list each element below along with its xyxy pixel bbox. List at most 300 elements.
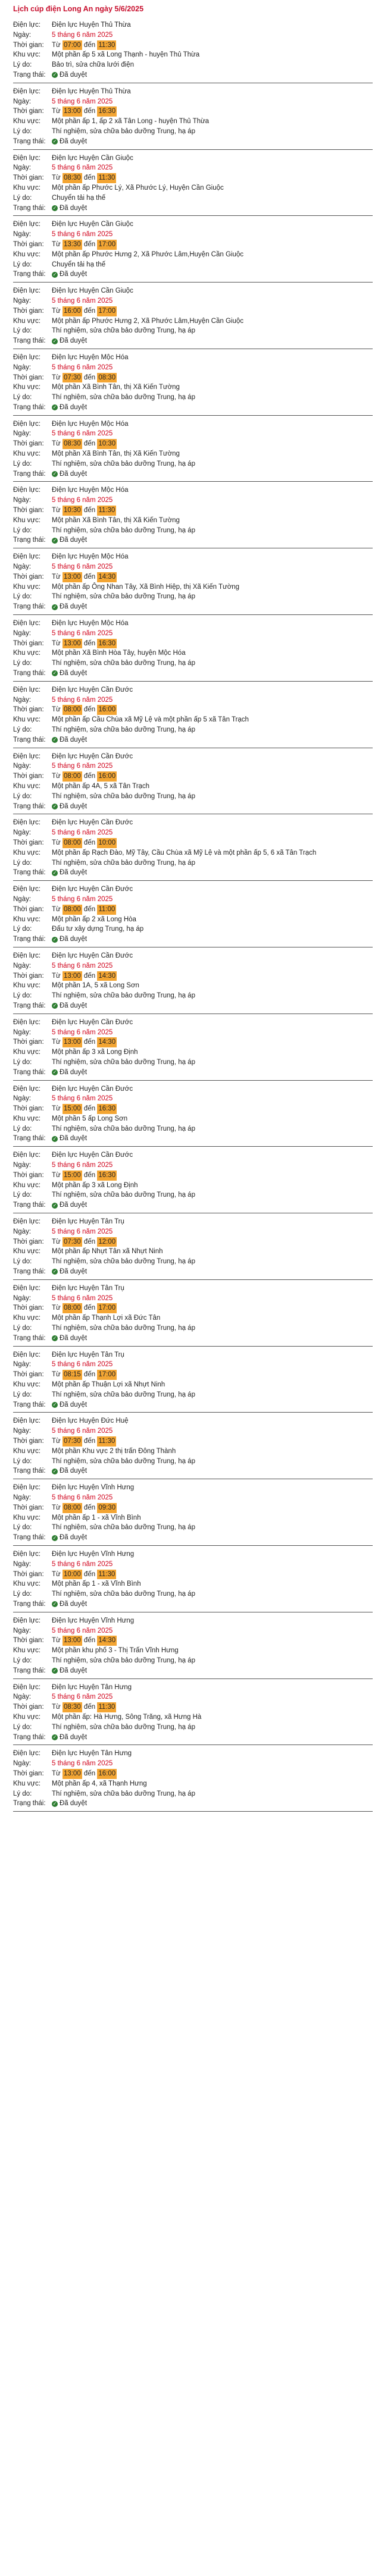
outage-date: 5 tháng 6 năm 2025	[52, 1427, 113, 1435]
electricity-branch: Điện lực Huyện Tân Trụ	[52, 1218, 124, 1226]
status-text: Đã duyệt	[60, 1135, 88, 1143]
record-row	[13, 449, 373, 459]
record-row	[13, 1257, 373, 1267]
field-label: Khu vực:	[13, 450, 41, 458]
field-label: Thời gian:	[13, 1371, 44, 1379]
record-row	[13, 1560, 373, 1570]
status-text: Đã duyệt	[60, 403, 88, 411]
record-row	[13, 1789, 373, 1799]
check-circle-icon: ✓	[52, 471, 57, 477]
record-row	[13, 250, 373, 260]
record-row	[13, 1599, 373, 1609]
field-label: Thời gian:	[13, 706, 44, 714]
outage-reason: Thí nghiệm, sửa chữa bảo dưỡng Trung, hạ áp	[52, 1325, 195, 1332]
record-row	[13, 685, 373, 695]
field-label: Thời gian:	[13, 174, 44, 182]
record-row	[13, 725, 373, 735]
outage-reason: Thí nghiệm, sửa chữa bảo dưỡng Trung, hạ áp	[52, 394, 195, 401]
field-label: Trạng thái:	[13, 670, 46, 677]
record-row	[13, 934, 373, 945]
outage-date: 5 tháng 6 năm 2025	[52, 497, 113, 504]
check-circle-icon: ✓	[52, 1202, 57, 1208]
field-label: Điện lực:	[13, 1550, 41, 1558]
record-row	[13, 1579, 373, 1589]
check-circle-icon: ✓	[52, 1668, 57, 1674]
record-row	[13, 1380, 373, 1390]
field-label: Điện lực:	[13, 420, 41, 428]
field-label: Thời gian:	[13, 773, 44, 780]
start-time: 07:30	[63, 373, 82, 383]
record-row	[13, 97, 373, 107]
electricity-branch: Điện lực Huyện Thủ Thừa	[52, 87, 131, 95]
to-label: đến	[83, 174, 96, 182]
end-time: 17:00	[97, 1370, 117, 1380]
field-label: Trạng thái:	[13, 1733, 46, 1741]
field-label: Trạng thái:	[13, 470, 46, 478]
record-row	[13, 240, 373, 250]
record-row	[13, 516, 373, 526]
to-label: đến	[83, 374, 96, 381]
field-label: Lý do:	[13, 1258, 32, 1266]
record-row	[13, 1549, 373, 1560]
field-label: Trạng thái:	[13, 71, 46, 79]
end-time: 11:00	[97, 905, 116, 915]
from-label: Từ	[52, 374, 61, 381]
outage-record	[13, 1280, 373, 1347]
record-row	[13, 203, 373, 214]
status-text: Đã duyệt	[60, 271, 88, 278]
outage-reason: Thí nghiệm, sửa chữa bảo dưỡng Trung, hạ áp	[52, 1191, 195, 1199]
end-time: 10:00	[97, 838, 117, 848]
outage-date: 5 tháng 6 năm 2025	[52, 164, 113, 172]
status-text: Đã duyệt	[60, 1068, 88, 1076]
field-label: Lý do:	[13, 394, 32, 401]
outage-reason: Thí nghiệm, sửa chữa bảo dưỡng Trung, hạ áp	[52, 992, 195, 1000]
check-circle-icon: ✓	[52, 1003, 57, 1009]
record-row	[13, 1416, 373, 1426]
outage-record	[13, 1679, 373, 1746]
field-label: Thời gian:	[13, 1038, 44, 1046]
field-label: Ngày:	[13, 1028, 32, 1036]
outage-record	[13, 1612, 373, 1679]
status-text: Đã duyệt	[60, 603, 88, 611]
to-label: đến	[83, 1504, 96, 1511]
field-label: Trạng thái:	[13, 1800, 46, 1808]
status-text: Đã duyệt	[60, 936, 88, 943]
record-row	[13, 1749, 373, 1759]
record-row	[13, 1160, 373, 1171]
start-time: 08:15	[63, 1370, 82, 1380]
start-time: 15:00	[63, 1171, 82, 1181]
electricity-branch: Điện lực Huyện Cần Đước	[52, 686, 133, 694]
field-label: Lý do:	[13, 1325, 32, 1332]
outage-reason: Bảo trì, sửa chữa lưới điện	[52, 61, 135, 69]
record-row	[13, 629, 373, 639]
field-label: Ngày:	[13, 696, 32, 704]
field-label: Ngày:	[13, 1760, 32, 1768]
record-row	[13, 1712, 373, 1722]
record-row	[13, 1104, 373, 1114]
record-row	[13, 1313, 373, 1323]
end-time: 16:00	[97, 771, 117, 782]
field-label: Điện lực:	[13, 1218, 41, 1226]
outage-area: Một phần ấp 4, xã Thạnh Hưng	[52, 1780, 147, 1787]
record-row	[13, 163, 373, 173]
record-row	[13, 30, 373, 40]
field-label: Thời gian:	[13, 1769, 44, 1777]
outage-area: Một phần ấp 4A, 5 xã Tân Trạch	[52, 782, 150, 790]
field-label: Điện lực:	[13, 1484, 41, 1492]
field-label: Trạng thái:	[13, 1201, 46, 1209]
field-label: Điện lực:	[13, 1018, 41, 1026]
field-label: Ngày:	[13, 430, 32, 438]
record-row	[13, 1294, 373, 1304]
end-time: 11:30	[97, 1436, 116, 1447]
record-row	[13, 506, 373, 516]
to-label: đến	[83, 573, 96, 581]
to-label: đến	[83, 440, 96, 448]
outage-date: 5 tháng 6 năm 2025	[52, 1028, 113, 1036]
record-row	[13, 1267, 373, 1277]
record-row	[13, 373, 373, 383]
record-row	[13, 1237, 373, 1247]
record-row	[13, 858, 373, 868]
field-label: Trạng thái:	[13, 603, 46, 611]
from-label: Từ	[52, 1703, 61, 1711]
field-label: Lý do:	[13, 1524, 32, 1532]
outage-date: 5 tháng 6 năm 2025	[52, 563, 113, 571]
record-row	[13, 1001, 373, 1011]
outage-area: Một phần Xã Bình Tân, thị Xã Kiến Tường	[52, 516, 180, 524]
field-label: Điện lực:	[13, 819, 41, 827]
record-row	[13, 1124, 373, 1134]
check-circle-icon: ✓	[52, 271, 57, 277]
outage-reason: Thí nghiệm, sửa chữa bảo dưỡng Trung, hạ áp	[52, 1391, 195, 1398]
from-label: Từ	[52, 839, 61, 846]
end-time: 17:00	[97, 240, 117, 250]
field-label: Điện lực:	[13, 1617, 41, 1624]
field-label: Lý do:	[13, 992, 32, 1000]
to-label: đến	[83, 1703, 96, 1711]
field-label: Ngày:	[13, 231, 32, 239]
outage-reason: Thí nghiệm, sửa chữa bảo dưỡng Trung, hạ áp	[52, 1258, 195, 1266]
end-time: 17:00	[97, 1303, 117, 1313]
field-label: Ngày:	[13, 1693, 32, 1701]
record-row	[13, 495, 373, 506]
record-row	[13, 735, 373, 745]
field-label: Thời gian:	[13, 1105, 44, 1113]
field-label: Điện lực:	[13, 287, 41, 295]
record-row	[13, 1636, 373, 1646]
outage-record	[13, 1014, 373, 1081]
outage-record	[13, 814, 373, 881]
record-row	[13, 60, 373, 70]
to-label: đến	[83, 706, 96, 714]
page-title: Lịch cúp điện Long An ngày 5/6/2025	[13, 5, 144, 13]
start-time: 10:00	[63, 1570, 82, 1580]
check-circle-icon: ✓	[52, 1335, 57, 1341]
status-text: Đã duyệt	[60, 470, 88, 478]
field-label: Khu vực:	[13, 1115, 41, 1122]
field-label: Trạng thái:	[13, 403, 46, 411]
electricity-branch: Điện lực Huyện Cần Giuộc	[52, 287, 133, 295]
field-label: Điện lực:	[13, 553, 41, 561]
from-label: Từ	[52, 507, 61, 514]
record-row	[13, 1400, 373, 1410]
record-row	[13, 382, 373, 393]
record-row	[13, 771, 373, 782]
field-label: Khu vực:	[13, 583, 41, 591]
status-text: Đã duyệt	[60, 204, 88, 212]
record-row	[13, 1084, 373, 1094]
field-label: Khu vực:	[13, 51, 41, 59]
record-row	[13, 971, 373, 981]
from-label: Từ	[52, 307, 61, 315]
from-label: Từ	[52, 573, 61, 581]
field-label: Khu vực:	[13, 1580, 41, 1588]
field-label: Điện lực:	[13, 1351, 41, 1358]
field-label: Thời gian:	[13, 240, 44, 248]
field-label: Lý do:	[13, 593, 32, 601]
field-label: Trạng thái:	[13, 536, 46, 544]
start-time: 08:00	[63, 771, 82, 782]
record-row	[13, 1390, 373, 1400]
record-row	[13, 230, 373, 240]
end-time: 11:30	[97, 40, 116, 51]
to-label: đến	[83, 1438, 96, 1445]
field-label: Trạng thái:	[13, 1002, 46, 1009]
status-text: Đã duyệt	[60, 536, 88, 544]
record-row	[13, 1533, 373, 1543]
field-label: Ngày:	[13, 895, 32, 903]
end-time: 08:30	[97, 373, 117, 383]
field-label: Lý do:	[13, 327, 32, 335]
electricity-branch: Điện lực Huyện Tân Hưng	[52, 1683, 132, 1691]
field-label: Ngày:	[13, 497, 32, 504]
outage-record	[13, 349, 373, 416]
to-label: đến	[83, 639, 96, 647]
outage-record	[13, 83, 373, 150]
check-circle-icon: ✓	[52, 1734, 57, 1740]
record-row	[13, 1436, 373, 1447]
to-label: đến	[83, 41, 96, 49]
field-label: Lý do:	[13, 1723, 32, 1731]
check-circle-icon: ✓	[52, 737, 57, 743]
record-row	[13, 1068, 373, 1078]
electricity-branch: Điện lực Huyện Cần Đước	[52, 952, 133, 959]
field-label: Ngày:	[13, 1095, 32, 1103]
field-label: Trạng thái:	[13, 1667, 46, 1674]
outage-date: 5 tháng 6 năm 2025	[52, 297, 113, 305]
record-row	[13, 219, 373, 230]
outage-area: Một phần ấp 3 xã Long Định	[52, 1049, 138, 1056]
status-text: Đã duyệt	[60, 1268, 88, 1276]
field-label: Khu vực:	[13, 1181, 41, 1189]
outage-record	[13, 615, 373, 682]
field-label: Trạng thái:	[13, 736, 46, 743]
record-row	[13, 1779, 373, 1789]
record-row	[13, 991, 373, 1001]
outage-area: Một phần Khu vực 2 thị trấn Đông Thành	[52, 1447, 176, 1455]
field-label: Khu vực:	[13, 1447, 41, 1455]
start-time: 08:30	[63, 439, 82, 449]
end-time: 14:30	[97, 1636, 117, 1646]
record-row	[13, 868, 373, 878]
status-text: Đã duyệt	[60, 137, 88, 145]
outage-date: 5 tháng 6 năm 2025	[52, 1162, 113, 1169]
outage-area: Một phần ấp 1 - xã Vĩnh Bình	[52, 1580, 141, 1588]
record-row	[13, 1513, 373, 1523]
check-circle-icon: ✓	[52, 1601, 57, 1607]
field-label: Lý do:	[13, 127, 32, 135]
end-time: 11:30	[97, 1570, 116, 1580]
outage-area: Một phần ấp Nhựt Tân xã Nhựt Ninh	[52, 1248, 163, 1256]
field-label: Thời gian:	[13, 573, 44, 581]
outage-date: 5 tháng 6 năm 2025	[52, 763, 113, 770]
outage-record	[13, 1546, 373, 1612]
record-row	[13, 648, 373, 658]
check-circle-icon: ✓	[52, 338, 57, 344]
from-label: Từ	[52, 706, 61, 714]
record-row	[13, 1018, 373, 1028]
outage-area: Một phần khu phố 3 - Thị Trấn Vĩnh Hưng	[52, 1647, 179, 1655]
status-text: Đã duyệt	[60, 1002, 88, 1009]
field-label: Ngày:	[13, 563, 32, 571]
record-row	[13, 193, 373, 203]
record-row	[13, 1247, 373, 1257]
outage-area: Một phần ấp 1, ấp 2 xã Tân Long - huyện Thủ Thừa	[52, 118, 210, 125]
start-time: 15:00	[63, 1104, 82, 1114]
record-row	[13, 183, 373, 193]
record-row	[13, 838, 373, 848]
status-text: Đã duyệt	[60, 670, 88, 677]
record-row	[13, 286, 373, 296]
field-label: Thời gian:	[13, 1438, 44, 1445]
to-label: đến	[83, 1637, 96, 1645]
outage-area: Một phần ấp Phước Hưng 2, Xã Phước Lâm,Huyện Cần Giuộc	[52, 317, 244, 325]
check-circle-icon: ✓	[52, 72, 57, 78]
record-row	[13, 602, 373, 612]
outage-reason: Thí nghiệm, sửa chữa bảo dưỡng Trung, hạ áp	[52, 593, 195, 601]
field-label: Trạng thái:	[13, 802, 46, 810]
field-label: Lý do:	[13, 792, 32, 800]
status-text: Đã duyệt	[60, 736, 88, 743]
outage-date: 5 tháng 6 năm 2025	[52, 1627, 113, 1634]
record-row	[13, 1626, 373, 1636]
electricity-branch: Điện lực Huyện Mộc Hóa	[52, 487, 129, 494]
start-time: 13:00	[63, 106, 82, 117]
record-row	[13, 20, 373, 30]
from-label: Từ	[52, 639, 61, 647]
outage-area: Một phần ấp Phước Lý, Xã Phước Lý, Huyện Cần Giuộc	[52, 184, 224, 192]
field-label: Lý do:	[13, 859, 32, 867]
field-label: Lý do:	[13, 1656, 32, 1664]
record-row	[13, 439, 373, 449]
record-row	[13, 592, 373, 602]
outage-record	[13, 548, 373, 615]
record-row	[13, 1350, 373, 1360]
outage-area: Một phần Xã Bình Tân, thị Xã Kiến Tường	[52, 450, 180, 458]
outage-record	[13, 416, 373, 482]
field-label: Điện lực:	[13, 21, 41, 29]
record-row	[13, 1171, 373, 1181]
field-label: Khu vực:	[13, 849, 41, 856]
field-label: Khu vực:	[13, 184, 41, 192]
field-label: Khu vực:	[13, 982, 41, 990]
record-row	[13, 1799, 373, 1809]
field-label: Trạng thái:	[13, 137, 46, 145]
record-row	[13, 1360, 373, 1370]
record-row	[13, 1094, 373, 1104]
outage-reason: Thí nghiệm, sửa chữa bảo dưỡng Trung, hạ áp	[52, 1524, 195, 1532]
record-row	[13, 1217, 373, 1227]
record-row	[13, 269, 373, 280]
end-time: 16:30	[97, 639, 117, 649]
outage-area: Một phần ấp 5 xã Long Thạnh - huyện Thủ Thừa	[52, 51, 200, 59]
record-row	[13, 1190, 373, 1200]
status-text: Đã duyệt	[60, 1733, 88, 1741]
from-label: Từ	[52, 1504, 61, 1511]
field-label: Trạng thái:	[13, 1467, 46, 1475]
from-label: Từ	[52, 1637, 61, 1645]
outage-reason: Thí nghiệm, sửa chữa bảo dưỡng Trung, hạ áp	[52, 1656, 195, 1664]
field-label: Lý do:	[13, 1391, 32, 1398]
outage-area: Một phần ấp Rạch Đào, Mỹ Tây, Cầu Chùa xã Mỹ Lệ và một phần ấp 5, 6 xã Tân Trạch	[52, 849, 317, 856]
record-row	[13, 1303, 373, 1313]
record-row	[13, 363, 373, 373]
outage-record	[13, 682, 373, 748]
record-row	[13, 752, 373, 762]
outage-area: Một phần ấp 2 xã Long Hòa	[52, 915, 136, 923]
record-row	[13, 316, 373, 327]
from-label: Từ	[52, 1371, 61, 1379]
to-label: đến	[83, 1371, 96, 1379]
outage-date: 5 tháng 6 năm 2025	[52, 629, 113, 637]
record-row	[13, 1503, 373, 1513]
check-circle-icon: ✓	[52, 537, 57, 543]
from-label: Từ	[52, 1171, 61, 1179]
field-label: Ngày:	[13, 1361, 32, 1369]
record-row	[13, 1323, 373, 1334]
record-row	[13, 981, 373, 991]
record-row	[13, 1457, 373, 1467]
record-row	[13, 792, 373, 802]
record-row	[13, 884, 373, 895]
outage-date: 5 tháng 6 năm 2025	[52, 1228, 113, 1235]
check-circle-icon: ✓	[52, 139, 57, 145]
record-row	[13, 1466, 373, 1476]
field-label: Ngày:	[13, 829, 32, 837]
field-label: Trạng thái:	[13, 869, 46, 877]
from-label: Từ	[52, 41, 61, 49]
check-circle-icon: ✓	[52, 1269, 57, 1275]
field-label: Trạng thái:	[13, 1334, 46, 1342]
field-label: Trạng thái:	[13, 1135, 46, 1143]
field-label: Khu vực:	[13, 516, 41, 524]
outage-date: 5 tháng 6 năm 2025	[52, 1693, 113, 1701]
outage-area: Một phần Xã Bình Tân, thị Xã Kiến Tường	[52, 384, 180, 391]
field-label: Thời gian:	[13, 639, 44, 647]
record-row	[13, 1483, 373, 1493]
field-label: Ngày:	[13, 1228, 32, 1235]
field-label: Lý do:	[13, 660, 32, 667]
outage-reason: Thí nghiệm, sửa chữa bảo dưỡng Trung, hạ áp	[52, 792, 195, 800]
record-row	[13, 87, 373, 97]
record-row	[13, 961, 373, 971]
to-label: đến	[83, 240, 96, 248]
outage-date: 5 tháng 6 năm 2025	[52, 1560, 113, 1568]
outage-record	[13, 482, 373, 548]
